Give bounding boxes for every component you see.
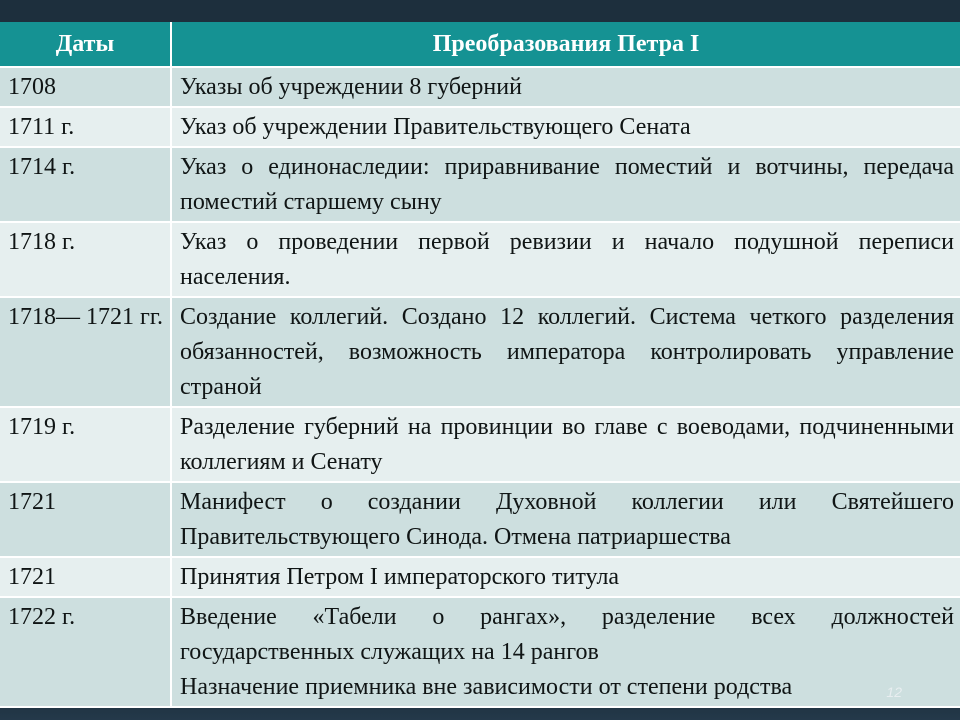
row-text: Указ о проведении первой ревизии и начало подушной переписи населения. bbox=[171, 222, 960, 297]
table-row bbox=[0, 222, 960, 297]
row-text-line: Назначение приемника вне зависимости от степени родства bbox=[180, 674, 793, 700]
row-text: Манифест о создании Духовной коллегии или Святейшего Правительствующего Синода. Отмена патриаршества bbox=[171, 482, 960, 557]
table-row bbox=[0, 482, 960, 557]
row-text: Указ об учреждении Правительствующего Сената bbox=[171, 107, 960, 147]
row-text: Создание коллегий. Создано 12 коллегий. Система четкого разделения обязанностей, возможность императора контролировать управление страной bbox=[171, 297, 960, 407]
row-text: Принятия Петром I императорского титула bbox=[171, 557, 960, 597]
row-date: 1711 г. bbox=[0, 107, 171, 147]
row-text: Разделение губерний на провинции во главе с воеводами, подчиненными коллегиям и Сенату bbox=[171, 407, 960, 482]
row-date: 1718 г. bbox=[0, 222, 171, 297]
row-date: 1718— 1721 гг. bbox=[0, 297, 171, 407]
row-date: 1714 г. bbox=[0, 147, 171, 222]
header-reforms: Преобразования Петра I bbox=[171, 22, 960, 67]
row-date: 1719 г. bbox=[0, 407, 171, 482]
table-row bbox=[0, 297, 960, 407]
row-date: 1721 bbox=[0, 557, 171, 597]
table-header-row bbox=[0, 22, 960, 67]
row-text: Указы об учреждении 8 губерний bbox=[171, 67, 960, 107]
row-text-multi bbox=[171, 597, 960, 707]
row-text: Указ о единонаследии: приравнивание поместий и вотчины, передача поместий старшему сыну bbox=[171, 147, 960, 222]
table-row bbox=[0, 107, 960, 147]
table-row bbox=[0, 557, 960, 597]
table-row bbox=[0, 67, 960, 107]
row-date: 1722 г. bbox=[0, 597, 171, 707]
row-text-line: Введение «Табели о рангах», разделение всех должностей государственных служащих на 14 рангов bbox=[180, 604, 954, 665]
table-row bbox=[0, 407, 960, 482]
page-number: 12 bbox=[886, 684, 902, 700]
row-date: 1708 bbox=[0, 67, 171, 107]
reforms-table bbox=[0, 22, 960, 708]
header-dates: Даты bbox=[0, 22, 171, 67]
table-row bbox=[0, 147, 960, 222]
table-row bbox=[0, 597, 960, 707]
row-date: 1721 bbox=[0, 482, 171, 557]
